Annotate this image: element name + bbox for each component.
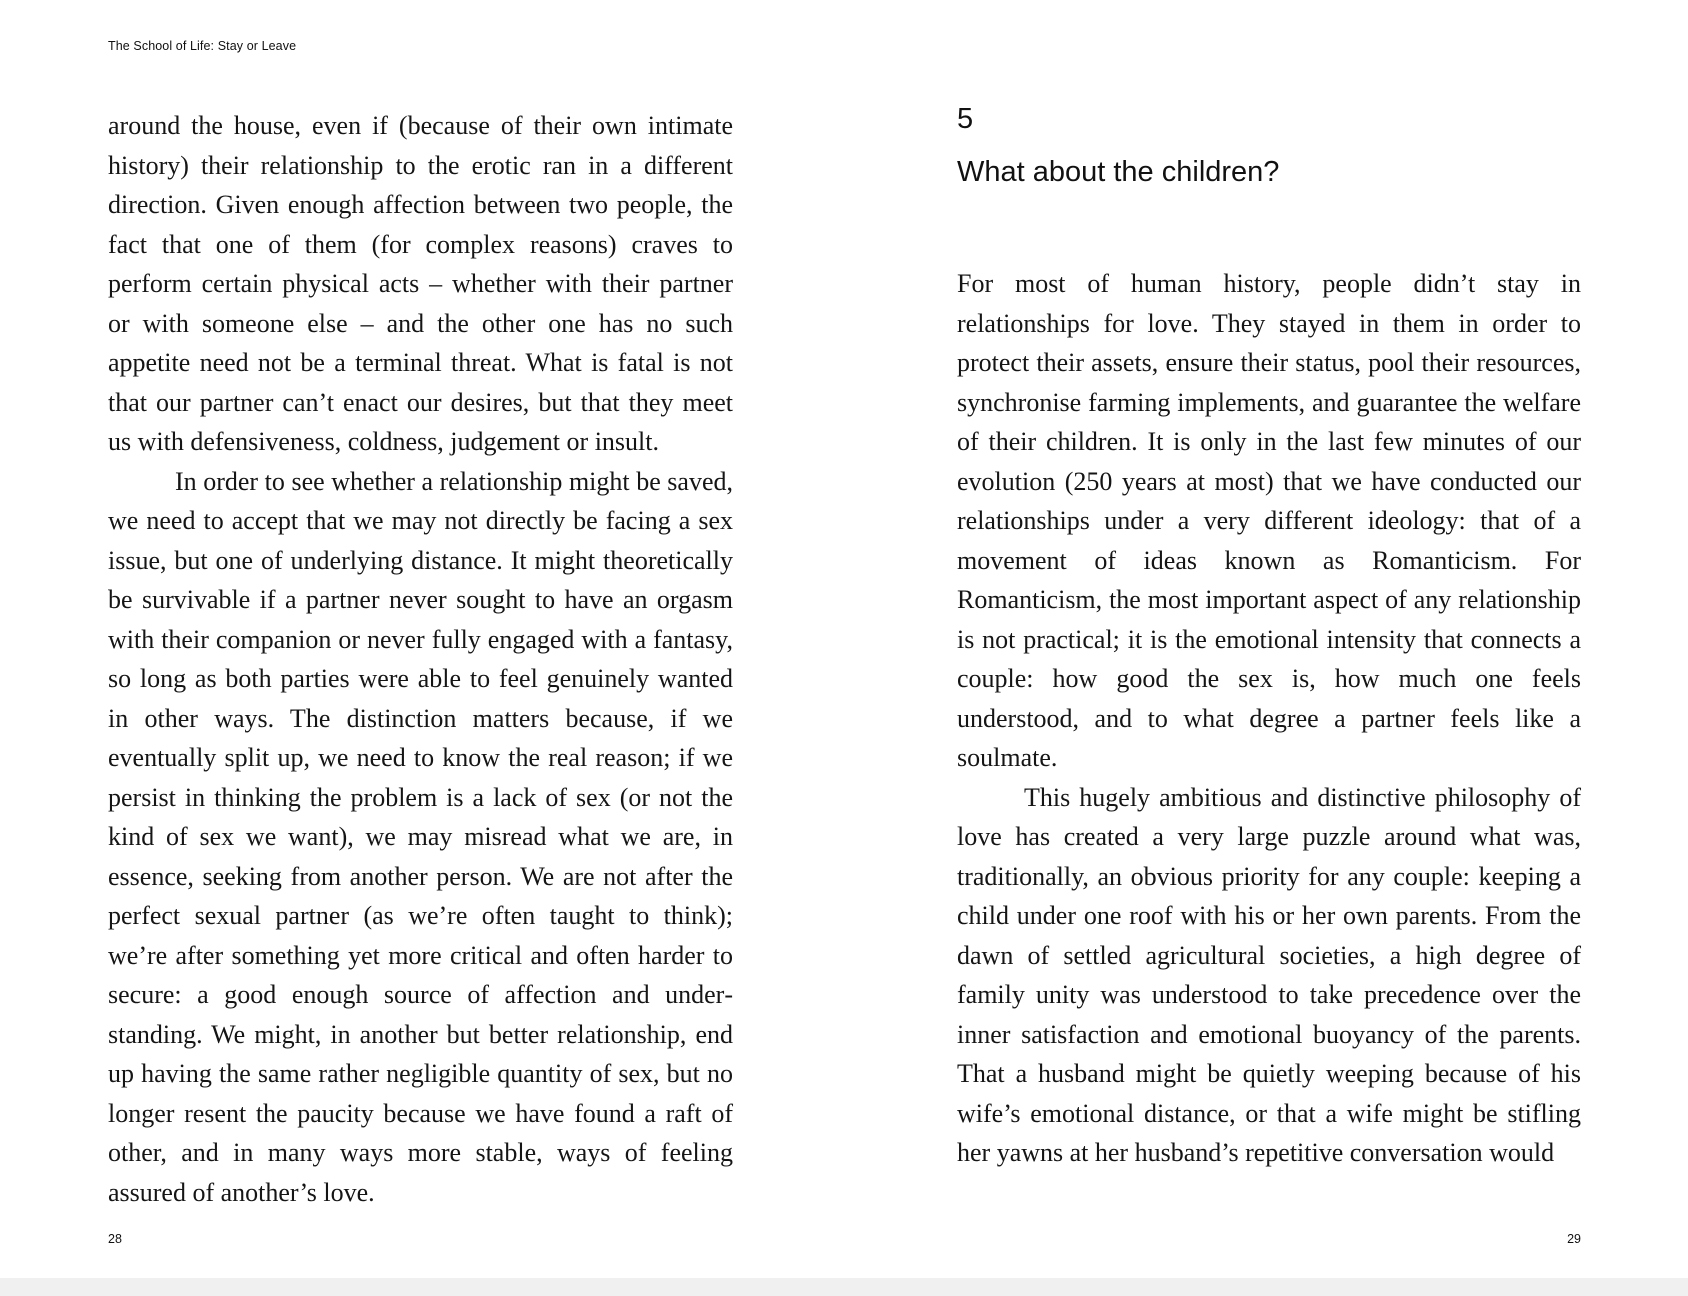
right-page-body: [957, 264, 1581, 1173]
right-paragraph-2: This hugely ambitious and distinctive philosophy of love has created a very large puzzle around what was, traditionally, an obvious priority for any couple: keeping a child under one roof with his or her own parents. From the dawn of settled agricultural societies, a high degree of family unity was understood to take precedence over the inner satisfaction and emotional buoyancy of the parents. That a husband might be quietly weeping because of his wife’s emotional distance, or that a wife might be stifling her yawns at her husband’s repetitive conversation would: [957, 782, 1581, 1167]
left-page-body: [108, 106, 733, 1212]
running-head: The School of Life: Stay or Leave: [108, 39, 297, 53]
left-page-number: 28: [108, 1232, 122, 1246]
chapter-title: What about the children?: [957, 156, 1280, 188]
chapter-number: 5: [957, 103, 974, 135]
viewer-bottom-edge: [0, 1278, 1688, 1296]
left-paragraph-2: In order to see whether a relationship might be saved, we need to accept that we may not directly be facing a sex issue, but one of underlying distance. It might theoretically be survivable if a partner never sought to have an orgasm with their companion or never fully engaged with a fantasy, so long as both parties were able to feel genuinely wanted in other ways. The distinction matters because, if we eventually split up, we need to know the real reason; if we persist in thinking the problem is a lack of sex (or not the kind of sex we want), we may misread what we are, in essence, seeking from another person. We are not after the perfect sexual partner (as we’re often taught to think); we’re after something yet more critical and often harder to secure: a good enough source of affection and understanding. We might, in another but better relationship, end up having the same rather negligible quantity of sex, but no longer resent the paucity because we have found a raft of other, and in many ways more stable, ways of feeling assured of another’s love.: [108, 466, 733, 1207]
left-paragraph-1: around the house, even if (because of their own intimate history) their relationship to the erotic ran in a different direction. Given enough affection between two people, the fact that one of them (for complex reasons) craves to perform certain physical acts – whether with their partner or with someone else – and the other one has no such appetite need not be a terminal threat. What is fatal is not that our partner can’t enact our desires, but that they meet us with defensiveness, coldness, judgement or insult.: [108, 111, 733, 456]
right-page-number: 29: [1567, 1232, 1581, 1246]
right-paragraph-1: For most of human history, people didn’t stay in relationships for love. They stayed in them in order to protect their assets, ensure their status, pool their resources, synchronise farming implements, and guarantee the welfare of their children. It is only in the last few minutes of our evolution (250 years at most) that we have conducted our relationships under a very different ideology: that of a movement of ideas known as Romanticism. For Romanticism, the most important aspect of any relationship is not practical; it is the emotional intensity that connects a couple: how good the sex is, how much one feels understood, and to what degree a partner feels like a soulmate.: [957, 269, 1581, 772]
